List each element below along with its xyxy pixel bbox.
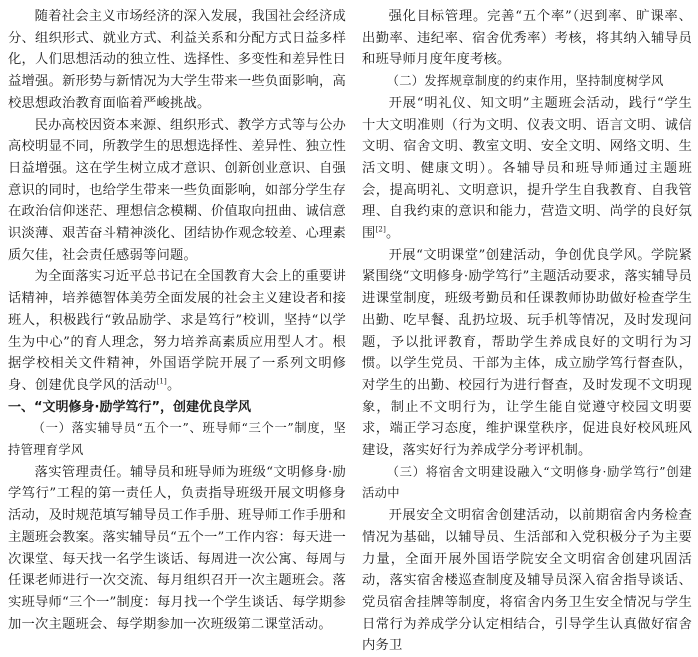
paragraph-target-management: 强化目标管理。完善“五个率”（迟到率、旷课率、出勤率、违纪率、宿舍优秀率）考核，将其纳入辅导员和班导师月度年度考核。 [362, 9, 692, 68]
paragraph-implementation [8, 266, 346, 396]
paragraph-implementation-end: 。 [166, 377, 181, 393]
citation-ref-1: [1] [156, 377, 167, 386]
left-column [8, 6, 346, 635]
paragraph-implementation-text: 为全面落实习近平总书记在全国教育大会上的重要讲话精神，培养德智体美劳全面发展的社会主义建设者和接班人，积极践行“敦品励学、求是笃行”校训，坚持“以学生为中心”的育人理念，努力培养高素质应用型人才。根据学校相关文件精神，外国语学院开展了一系列文明修身、创建优良学风的活动 [8, 269, 346, 393]
subsection-heading-1-1: （一）落实辅导员“五个一”、班导师“三个一”制度，坚持管理育学风 [8, 421, 346, 458]
citation-ref-2: [2] [375, 225, 387, 234]
paragraph-etiquette-meeting-end: 。 [386, 226, 400, 242]
subsection-heading-1-3: （三）将宿舍文明建设融入“文明修身·励学笃行”创建活动中 [362, 464, 692, 501]
subsection-heading-1-2: （二）发挥规章制度的约束作用，坚持制度树学风 [386, 74, 664, 89]
paragraph-intro: 随着社会主义市场经济的深入发展，我国社会经济成分、组织形式、就业方式、利益关系和分配方式日益多样化，人们思想活动的独立性、选择性、多变性和差异性日益增强。新形势与新情况为大学生带来一些负面影响，高校思想政治教育面临着严峻挑战。 [8, 9, 346, 111]
right-column [362, 6, 692, 657]
paragraph-etiquette-meeting-text: 开展“明礼仪、知文明”主题班会活动，践行“学生十大文明准则（行为文明、仪表文明、语言文明、诚信文明、宿舍文明、教室文明、安全文明、网络文明、生活文明、健康文明）。各辅导员和班导师通过主题班会，提高明礼、文明意识，提升学生自我教育、自我管理、自我约束的意识和能力，营造文明、尚学的良好氛围 [362, 95, 692, 242]
paragraph-management-responsibility: 落实管理责任。辅导员和班导师为班级“文明修身·励学笃行”工程的第一责任人，负责指导班级开展文明修身活动，及时规范填写辅导员工作手册、班导师工作手册和主题班会教案。落实辅导员“五个一”工作内容：每天进一次课堂、每天找一名学生谈话、每周进一次公寓、每周与任课老师进行一次交流、每月组织召开一次主题班会。落实班导师“三个一”制度：每月找一个学生谈话、每学期参加一次主题班会、每学期参加一次班级第二课堂活动。 [8, 464, 346, 632]
paragraph-private-colleges: 民办高校因资本来源、组织形式、教学方式等与公办高校明显不同，所教学生的思想选择性、差异性、独立性日益增强。这在学生树立成才意识、创新创业意识、自强意识的同时，也给学生带来一些负面影响，如部分学生存在政治信仰迷茫、理想信念模糊、价值取向扭曲、诚信意识淡薄、艰苦奋斗精神淡化、团结协作观念较差、心理素质欠佳，社会责任感弱等问题。 [8, 117, 346, 263]
section-heading-1: 一、“文明修身·励学笃行”，创建优良学风 [8, 399, 252, 415]
paragraph-dormitory: 开展安全文明宿舍创建活动，以前期宿舍内务检查情况为基础，以辅导员、生活部和入党积极分子为主要力量，全面开展外国语学院安全文明宿舍创建巩固活动，落实宿舍楼巡查制度及辅导员深入宿舍指导谈话、党员宿舍挂牌等制度，将宿舍内务卫生安全情况与学生日常行为养成学分认定相结合，引导学生认真做好宿舍内务卫 [362, 508, 692, 654]
paragraph-etiquette-meeting [362, 93, 692, 245]
paragraph-civilized-classroom: 开展“文明课堂”创建活动，争创优良学风。学院紧紧围绕“文明修身·励学笃行”主题活动要求，落实辅导员进课堂制度，班级考勤员和任课教师协助做好检查学生出勤、吃早餐、乱扔垃圾、玩手机等情况，及时发现问题，予以批评教育，帮助学生养成良好的文明行为习惯。以学生党员、干部为主体，成立励学笃行督查队，对学生的出勤、校园行为进行督查，及时发现不文明现象，制止不文明行为，让学生能自觉遵守校园文明要求，端正学习态度，维护课堂秩序，促进良好校风班风建设，落实好行为养成学分考评机制。 [362, 247, 692, 459]
